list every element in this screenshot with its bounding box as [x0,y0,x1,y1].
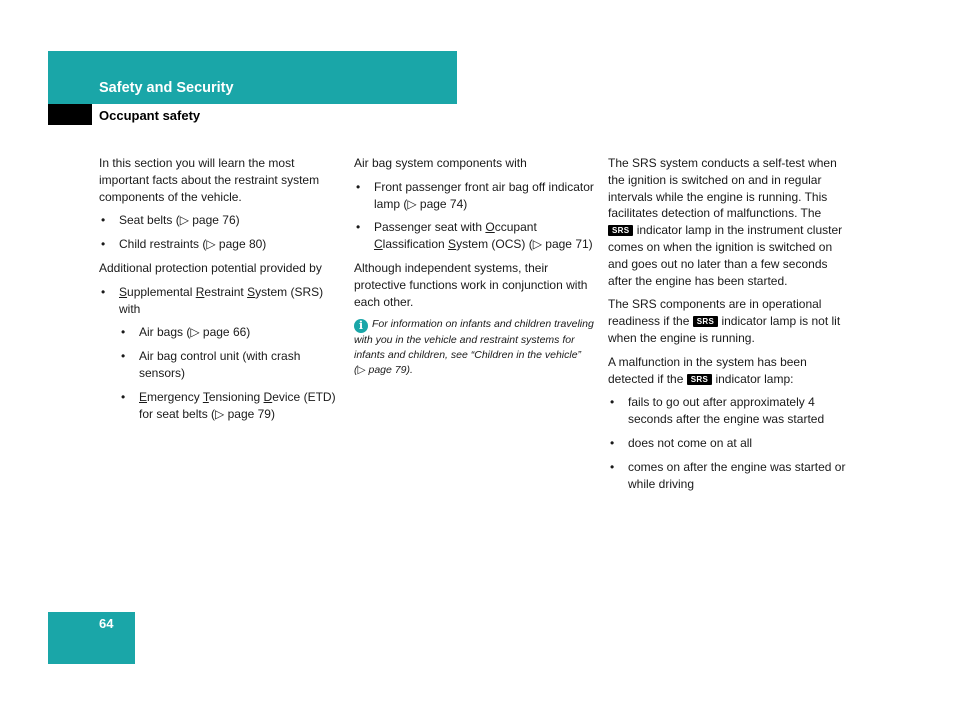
info-note [354,317,594,377]
self-test-paragraph: The SRS system conducts a self-test when the ignition is switched on and in regular intervals while the engine is running. This facilitates detection of malfunctions. The SRS indicator lamp in the instrument cluster comes on when the ignition is switched on and goes out no later than a few seconds after the engine has been started. [608,156,843,288]
section-title: Safety and Security [99,80,234,96]
additional-paragraph: Additional protection potential provided by [99,260,322,275]
list-item-etd: • Emergency Tensioning Device (ETD) for seat belts (▷ page 79) [119,389,344,423]
list-item: • does not come on at all [608,435,853,452]
list-item: • Seat belts (▷ page 76) [99,212,344,229]
srs-sub-list [119,324,344,422]
components-list [354,179,594,253]
list-item: • comes on after the engine was started or while driving [608,459,853,493]
list-item-ocs: • Passenger seat with Occupant Classification System (OCS) (▷ page 71) [354,219,594,253]
header-band [48,51,457,104]
malfunction-paragraph: A malfunction in the system has been detected if the SRS indicator lamp: [608,354,807,386]
srs-indicator-icon: SRS [608,225,633,236]
column-left [99,155,344,429]
restraint-list [99,212,344,253]
list-item: • Air bags (▷ page 66) [119,324,344,341]
info-note-text: For information on infants and children traveling with you in the vehicle and restraint systems for infants and children, see “Children in the vehicle” (▷ page 79). [354,318,594,376]
list-item: • Front passenger front air bag off indicator lamp (▷ page 74) [354,179,594,213]
column-middle [354,155,594,384]
srs-indicator-icon: SRS [693,316,718,327]
subsection-title: Occupant safety [99,108,201,123]
srs-indicator-icon: SRS [687,374,712,385]
column-right [608,155,853,499]
malfunction-list [608,394,853,492]
readiness-paragraph: The SRS components are in operational readiness if the SRS indicator lamp is not lit when the engine is running. [608,297,841,345]
list-item: • fails to go out after approximately 4 seconds after the engine was started [608,394,853,428]
info-icon: i [354,319,368,333]
list-item: • Child restraints (▷ page 80) [99,236,344,253]
section-marker [48,104,92,125]
page-number-box [48,612,135,664]
list-item-srs: • Supplemental Restraint System (SRS) with • Air bags (▷ page 66) • Air bag control unit (with crash sensors) • Emergency Tensioning Device (ETD) for seat belts (▷ page 79) [99,284,344,423]
srs-list [99,284,344,423]
systems-paragraph: Although independent systems, their protective functions work in conjunction with each other. [354,260,588,309]
list-item: • Air bag control unit (with crash sensors) [119,348,344,382]
page-number: 64 [99,616,114,631]
intro-paragraph: In this section you will learn the most important facts about the restraint system components of the vehicle. [99,156,320,204]
components-intro: Air bag system components with [354,156,527,170]
